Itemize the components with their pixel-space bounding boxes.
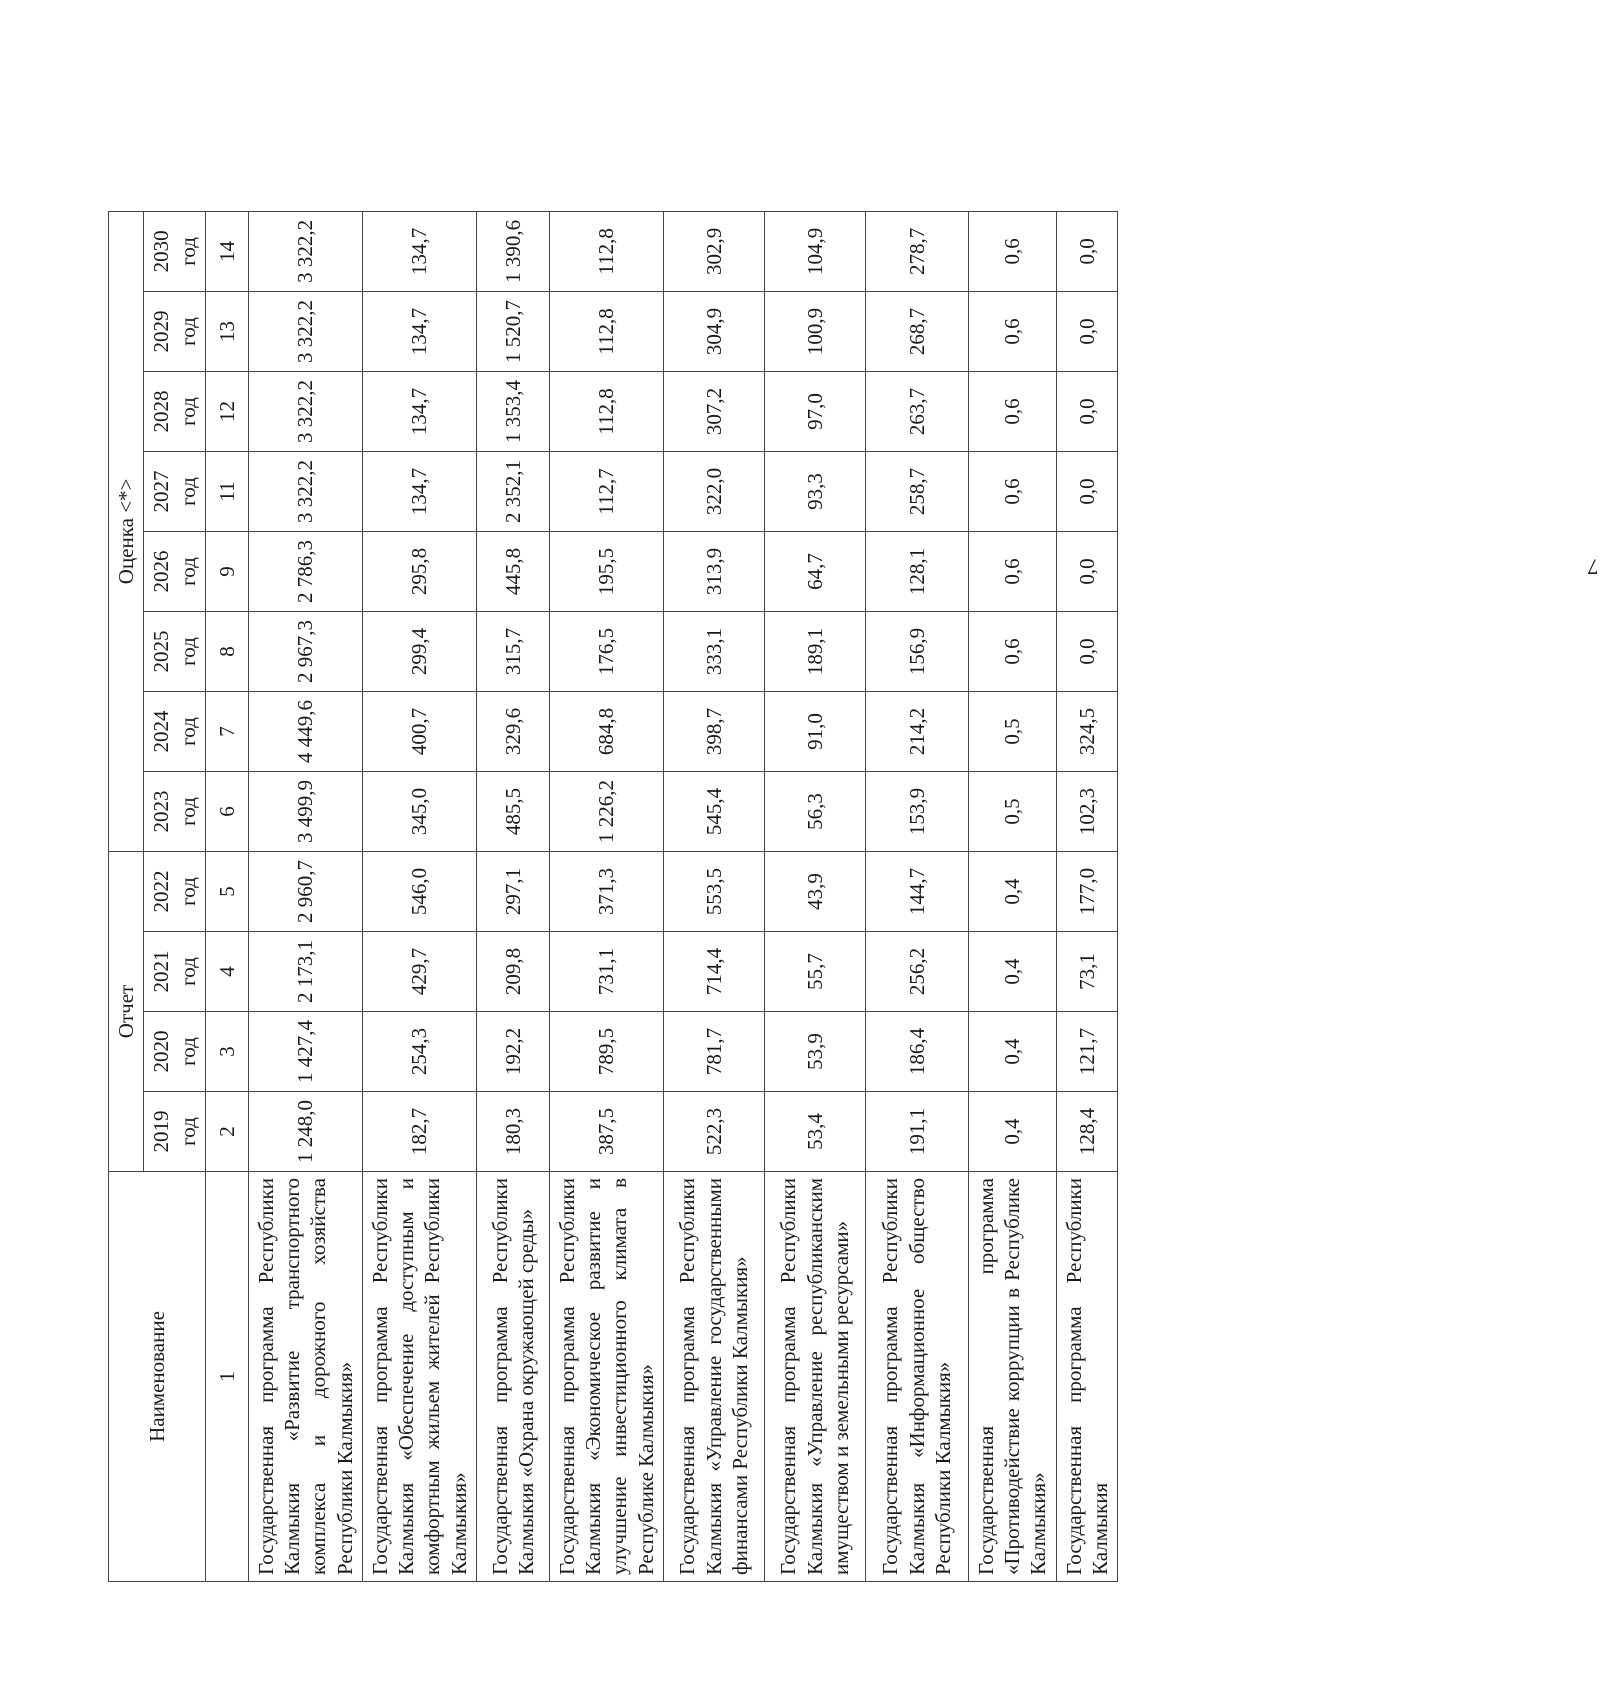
value-cell: 522,3	[663, 1092, 764, 1172]
program-name: Государственная программа Республики Калмыкия «Информационное общество Республики Калмыкия»	[865, 1172, 968, 1582]
name-header: Наименование	[109, 1172, 206, 1582]
year-header	[144, 211, 206, 291]
value-cell: 43,9	[764, 851, 865, 931]
year-header-line: 2027	[149, 470, 174, 513]
value-cell: 3 322,2	[248, 291, 362, 371]
value-cell: 121,7	[1056, 1012, 1118, 1092]
value-cell: 214,2	[865, 691, 968, 771]
value-cell: 1 353,4	[476, 371, 549, 451]
year-header-line: год	[175, 557, 200, 586]
value-cell: 97,0	[764, 371, 865, 451]
value-cell: 3 499,9	[248, 771, 362, 851]
year-header	[144, 611, 206, 691]
year-header-line: год	[175, 397, 200, 426]
year-header-line: год	[175, 957, 200, 986]
value-cell: 1 248,0	[248, 1092, 362, 1172]
value-cell: 0,0	[1056, 211, 1118, 291]
value-cell: 134,7	[362, 211, 476, 291]
value-cell: 0,4	[968, 1092, 1056, 1172]
value-cell: 254,3	[362, 1012, 476, 1092]
table-row	[549, 211, 663, 1581]
value-cell: 0,6	[968, 451, 1056, 531]
column-number: 6	[205, 771, 248, 851]
column-number: 8	[205, 611, 248, 691]
year-header-line: 2026	[149, 550, 174, 593]
year-header	[144, 1012, 206, 1092]
value-cell: 144,7	[865, 851, 968, 931]
value-cell: 0,0	[1056, 371, 1118, 451]
program-name: Государственная программа Республики Калмыкия «Экономическое развитие и улучшение инвестиционного климата в Республике Калмыкия»	[549, 1172, 663, 1582]
value-cell: 684,8	[549, 691, 663, 771]
year-header	[144, 771, 206, 851]
value-cell: 0,0	[1056, 451, 1118, 531]
value-cell: 192,2	[476, 1012, 549, 1092]
year-header	[144, 371, 206, 451]
value-cell: 781,7	[663, 1012, 764, 1092]
column-number-row	[205, 211, 248, 1581]
year-header-line: 2024	[149, 710, 174, 753]
value-cell: 324,5	[1056, 691, 1118, 771]
value-cell: 156,9	[865, 611, 968, 691]
column-number: 9	[205, 531, 248, 611]
value-cell: 3 322,2	[248, 371, 362, 451]
year-header	[144, 1092, 206, 1172]
value-cell: 189,1	[764, 611, 865, 691]
value-cell: 176,5	[549, 611, 663, 691]
year-header-line: 2019	[149, 1110, 174, 1153]
value-cell: 56,3	[764, 771, 865, 851]
year-header-line: год	[175, 317, 200, 346]
value-cell: 2 352,1	[476, 451, 549, 531]
value-cell: 322,0	[663, 451, 764, 531]
year-header-line: год	[175, 717, 200, 746]
program-name: Государственная программа Республики Калмыкия «Управление республиканским имуществом и земельными ресурсами»	[764, 1172, 865, 1582]
value-cell: 55,7	[764, 932, 865, 1012]
year-header-line: год	[175, 797, 200, 826]
report-header: Отчет	[109, 851, 144, 1171]
column-number: 4	[205, 932, 248, 1012]
value-cell: 0,0	[1056, 291, 1118, 371]
year-header	[144, 691, 206, 771]
table-row	[764, 211, 865, 1581]
value-cell: 112,7	[549, 451, 663, 531]
value-cell: 3 322,2	[248, 211, 362, 291]
table-row	[865, 211, 968, 1581]
year-header	[144, 291, 206, 371]
value-cell: 4 449,6	[248, 691, 362, 771]
year-header	[144, 451, 206, 531]
value-cell: 91,0	[764, 691, 865, 771]
value-cell: 100,9	[764, 291, 865, 371]
value-cell: 93,3	[764, 451, 865, 531]
value-cell: 102,3	[1056, 771, 1118, 851]
value-cell: 2 960,7	[248, 851, 362, 931]
year-header-line: 2023	[149, 790, 174, 833]
year-header-line: 2030	[149, 230, 174, 273]
year-header-line: 2022	[149, 870, 174, 913]
value-cell: 313,9	[663, 531, 764, 611]
value-cell: 315,7	[476, 611, 549, 691]
value-cell: 258,7	[865, 451, 968, 531]
value-cell: 307,2	[663, 371, 764, 451]
value-cell: 2 786,3	[248, 531, 362, 611]
program-name: Государственная программа Республики Калмыкия	[1056, 1172, 1118, 1582]
table-row	[663, 211, 764, 1581]
value-cell: 302,9	[663, 211, 764, 291]
value-cell: 128,1	[865, 531, 968, 611]
value-cell: 0,6	[968, 371, 1056, 451]
program-name: Государственная программа Республики Калмыкия «Обеспечение доступным и комфортным жильем жителей Республики Калмыкия»	[362, 1172, 476, 1582]
value-cell: 3 322,2	[248, 451, 362, 531]
year-header-line: год	[175, 237, 200, 266]
value-cell: 263,7	[865, 371, 968, 451]
year-header-line: 2025	[149, 630, 174, 673]
year-header-line: 2021	[149, 950, 174, 993]
table-row	[968, 211, 1056, 1581]
year-header-line: год	[175, 877, 200, 906]
value-cell: 0,6	[968, 211, 1056, 291]
column-number: 2	[205, 1092, 248, 1172]
value-cell: 0,5	[968, 771, 1056, 851]
value-cell: 53,9	[764, 1012, 865, 1092]
table-row	[476, 211, 549, 1581]
value-cell: 0,6	[968, 291, 1056, 371]
value-cell: 445,8	[476, 531, 549, 611]
value-cell: 789,5	[549, 1012, 663, 1092]
value-cell: 545,4	[663, 771, 764, 851]
year-header-line: 2028	[149, 390, 174, 433]
value-cell: 64,7	[764, 531, 865, 611]
value-cell: 0,0	[1056, 531, 1118, 611]
value-cell: 278,7	[865, 211, 968, 291]
value-cell: 2 173,1	[248, 932, 362, 1012]
column-number: 5	[205, 851, 248, 931]
value-cell: 333,1	[663, 611, 764, 691]
value-cell: 0,6	[968, 611, 1056, 691]
column-number: 7	[205, 691, 248, 771]
value-cell: 134,7	[362, 371, 476, 451]
value-cell: 182,7	[362, 1092, 476, 1172]
table-body	[248, 211, 1117, 1581]
value-cell: 429,7	[362, 932, 476, 1012]
program-name: Государственная программа «Противодействие коррупции в Республике Калмыкия»	[968, 1172, 1056, 1582]
value-cell: 329,6	[476, 691, 549, 771]
value-cell: 400,7	[362, 691, 476, 771]
value-cell: 297,1	[476, 851, 549, 931]
value-cell: 398,7	[663, 691, 764, 771]
year-header	[144, 851, 206, 931]
value-cell: 345,0	[362, 771, 476, 851]
year-header-line: год	[175, 637, 200, 666]
column-number: 13	[205, 291, 248, 371]
program-name: Государственная программа Республики Калмыкия «Охрана окружающей среды»	[476, 1172, 549, 1582]
value-cell: 304,9	[663, 291, 764, 371]
value-cell: 1 520,7	[476, 291, 549, 371]
table-row	[362, 211, 476, 1581]
value-cell: 1 390,6	[476, 211, 549, 291]
value-cell: 0,6	[968, 531, 1056, 611]
value-cell: 134,7	[362, 291, 476, 371]
table-row	[1056, 211, 1118, 1581]
value-cell: 299,4	[362, 611, 476, 691]
column-number: 12	[205, 371, 248, 451]
value-cell: 128,4	[1056, 1092, 1118, 1172]
value-cell: 714,4	[663, 932, 764, 1012]
value-cell: 387,5	[549, 1092, 663, 1172]
value-cell: 195,5	[549, 531, 663, 611]
value-cell: 191,1	[865, 1092, 968, 1172]
value-cell: 2 967,3	[248, 611, 362, 691]
column-number: 3	[205, 1012, 248, 1092]
value-cell: 295,8	[362, 531, 476, 611]
program-name: Государственная программа Республики Калмыкия «Развитие транспортного комплекса и дорожного хозяйства Республики Калмыкия»	[248, 1172, 362, 1582]
value-cell: 153,9	[865, 771, 968, 851]
value-cell: 186,4	[865, 1012, 968, 1092]
page-number	[1580, 554, 1606, 580]
value-cell: 112,8	[549, 211, 663, 291]
value-cell: 371,3	[549, 851, 663, 931]
program-name: Государственная программа Республики Калмыкия «Управление государственными финансами Республики Калмыкия»	[663, 1172, 764, 1582]
value-cell: 553,5	[663, 851, 764, 931]
year-header-line: год	[175, 1117, 200, 1146]
value-cell: 256,2	[865, 932, 968, 1012]
year-header-line: 2029	[149, 310, 174, 353]
value-cell: 546,0	[362, 851, 476, 931]
table-row	[248, 211, 362, 1581]
year-header	[144, 531, 206, 611]
value-cell: 112,8	[549, 291, 663, 371]
column-number: 11	[205, 451, 248, 531]
value-cell: 1 427,4	[248, 1012, 362, 1092]
year-header-line: 2020	[149, 1030, 174, 1073]
value-cell: 112,8	[549, 371, 663, 451]
year-header-line: год	[175, 1037, 200, 1066]
value-cell: 0,4	[968, 932, 1056, 1012]
budget-table	[108, 211, 1118, 1582]
value-cell: 268,7	[865, 291, 968, 371]
value-cell: 0,4	[968, 851, 1056, 931]
value-cell: 104,9	[764, 211, 865, 291]
page-number-text: 7	[1587, 554, 1599, 580]
column-number: 14	[205, 211, 248, 291]
year-header-line: год	[175, 477, 200, 506]
value-cell: 73,1	[1056, 932, 1118, 1012]
value-cell: 731,1	[549, 932, 663, 1012]
value-cell: 180,3	[476, 1092, 549, 1172]
value-cell: 0,0	[1056, 611, 1118, 691]
value-cell: 0,4	[968, 1012, 1056, 1092]
value-cell: 53,4	[764, 1092, 865, 1172]
value-cell: 209,8	[476, 932, 549, 1012]
year-header	[144, 932, 206, 1012]
value-cell: 0,5	[968, 691, 1056, 771]
value-cell: 485,5	[476, 771, 549, 851]
rotated-page	[0, 97, 1599, 1697]
value-cell: 177,0	[1056, 851, 1118, 931]
value-cell: 1 226,2	[549, 771, 663, 851]
value-cell: 134,7	[362, 451, 476, 531]
estimate-header: Оценка <*>	[109, 211, 144, 851]
column-number: 1	[205, 1172, 248, 1582]
